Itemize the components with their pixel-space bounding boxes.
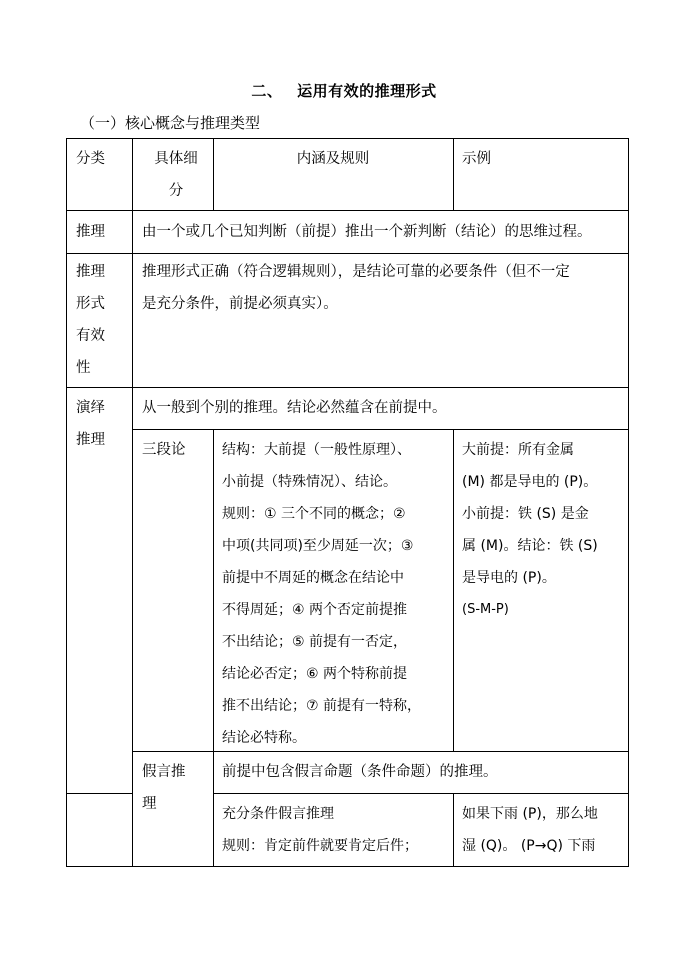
syllogism-example-line: (M) 都是导电的 (P)。 [462,474,598,490]
header-category: 分类 [76,151,105,167]
syllogism-rule-line: 结构：大前提（一般性原理）、 [222,442,411,458]
sufficient-condition-rules [222,798,418,862]
deduction-definition: 从一般到个别的推理。结论必然蕴含在前提中。 [142,400,447,416]
header-detail [140,143,212,207]
table-bottom-border [66,866,629,867]
validity-description [142,256,570,320]
validity-label-line: 有效 [76,328,105,344]
inference-row-divider [66,253,629,254]
header-content: 内涵及规则 [296,151,370,167]
hypothetical-label [142,756,186,820]
table-right-border [628,138,629,867]
header-detail-line: 分 [168,183,184,199]
validity-label-line: 推理 [76,264,105,280]
table-left-border [66,138,67,867]
subsection-heading: （一）核心概念与推理类型 [80,114,261,132]
syllogism-rule-line: 中项(共同项)至少周延一次；③ [222,538,414,554]
col-divider-3-header [453,138,454,210]
col-divider-2-syllogism [213,429,214,751]
syllogism-rule-line: 结论必特称。 [222,730,306,746]
syllogism-rule-line: 规则：① 三个不同的概念；② [222,506,406,522]
header-row-divider [66,210,629,211]
syllogism-rule-line: 结论必否定；⑥ 两个特称前提 [222,666,408,682]
syllogism-example-line: 大前提：所有金属 [462,442,574,458]
deduction-intro-divider [132,429,629,430]
deduction-label [76,392,105,456]
inference-definition: 由一个或几个已知判断（前提）推出一个新判断（结论）的思维过程。 [142,224,592,240]
syllogism-rule-line: 不出结论；⑤ 前提有一否定， [222,634,408,650]
section-heading [0,80,688,101]
syllogism-example-line: 小前提：铁 (S) 是金 [462,506,589,522]
syllogism-rule-line: 前提中不周延的概念在结论中 [222,570,404,586]
deduction-label-line: 演绎 [76,400,105,416]
header-example: 示例 [462,151,491,167]
hypothetical-definition: 前提中包含假言命题（条件命题）的推理。 [222,764,498,780]
syllogism-example-line: 属 (M)。结论：铁 (S) [462,538,598,554]
syllogism-rule-line: 不得周延；④ 两个否定前提推 [222,602,408,618]
section-number: 二、 [251,82,283,100]
validity-row-divider [66,387,629,388]
section-title: 运用有效的推理形式 [297,82,437,100]
syllogism-rule-line: 小前提（特殊情况）、结论。 [222,474,397,490]
syllogism-rule-line: 推不出结论；⑦ 前提有一特称， [222,698,422,714]
header-detail-line: 具体细 [154,151,198,167]
deduction-label-line: 推理 [76,432,105,448]
col-divider-3-hypothetical [453,793,454,866]
hypothetical-label-line: 假言推 [142,764,186,780]
col-divider-3-syllogism [453,429,454,751]
validity-text-line: 是充分条件，前提必须真实）。 [142,296,338,312]
validity-label-line: 性 [76,360,91,376]
syllogism-label: 三段论 [142,442,186,458]
hypothetical-label-line: 理 [142,796,157,812]
syllogism-example [462,434,598,626]
col-divider-1-validity [132,253,133,387]
category-stub-divider [66,793,132,794]
sufficient-condition-example [462,798,598,862]
sufficient-example-line: 湿 (Q)。 (P→Q) 下雨 [462,838,596,854]
col-divider-1-deduction [132,387,133,866]
hypothetical-intro-divider [213,793,629,794]
inference-label: 推理 [76,224,105,240]
col-divider-1-header [132,138,133,253]
sufficient-example-line: 如果下雨 (P)，那么地 [462,806,598,822]
validity-text-line: 推理形式正确（符合逻辑规则），是结论可靠的必要条件（但不一定 [142,264,570,280]
syllogism-rules [222,434,421,754]
col-divider-2-hypothetical [213,751,214,866]
sufficient-rule-line: 规则：肯定前件就要肯定后件； [222,838,418,854]
syllogism-example-line: (S-M-P) [462,602,509,617]
table-top-border [66,138,629,139]
sufficient-rule-line: 充分条件假言推理 [222,806,334,822]
syllogism-example-line: 是导电的 (P)。 [462,570,556,586]
validity-label [76,256,105,384]
validity-label-line: 形式 [76,296,105,312]
